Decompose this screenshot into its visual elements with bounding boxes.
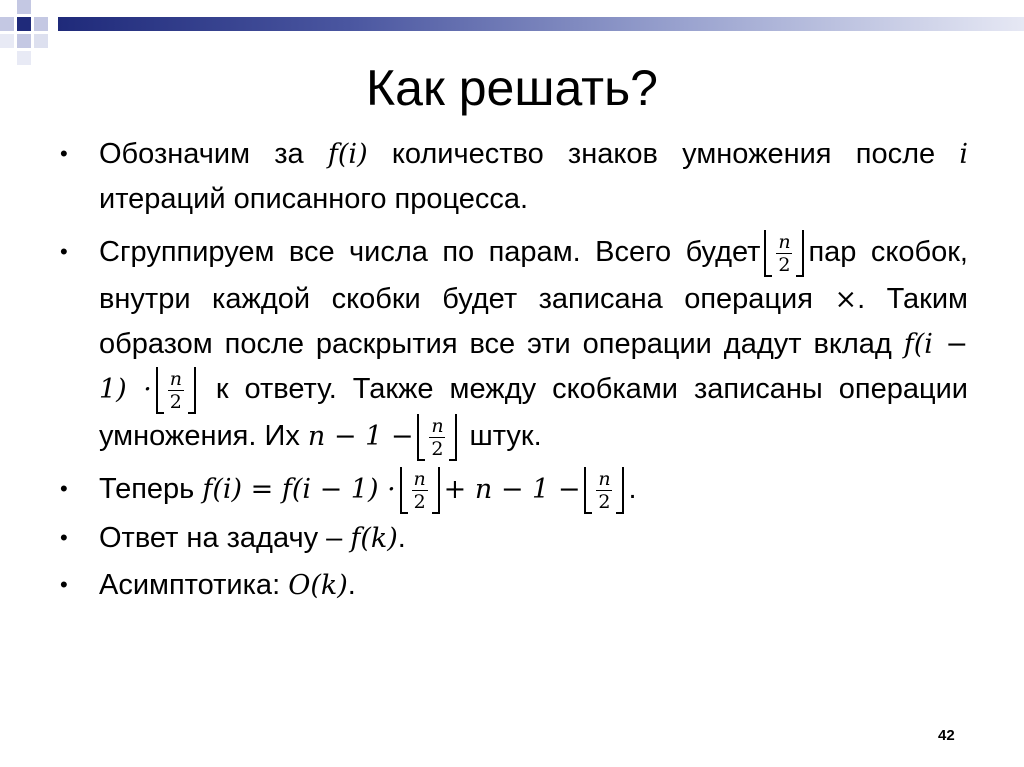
bullet-marker: • <box>60 476 68 501</box>
item-text: . Таким образом после раскрытия все эти операции дадут вклад <box>99 283 968 360</box>
math-expression: 𝑖 <box>959 139 968 170</box>
math-expression: 𝑓(𝑖) = 𝑓(𝑖 − 1) · <box>202 474 396 506</box>
item-text: штук. <box>469 420 542 453</box>
item-text: Обозначим за <box>99 138 304 170</box>
math-expression: 𝑛 − 1 − <box>307 421 414 453</box>
times-symbol: × <box>834 284 858 315</box>
floor-fraction <box>400 467 440 514</box>
bullet-item <box>56 230 968 461</box>
bullet-item <box>56 132 968 221</box>
floor-fraction <box>764 230 804 277</box>
item-text: . <box>347 569 356 601</box>
fraction-numerator: 𝑛 <box>778 231 791 253</box>
decor-square <box>34 17 48 31</box>
bullet-item <box>56 516 968 561</box>
slide-title: Как решать? <box>366 60 658 116</box>
item-text: . <box>397 522 406 554</box>
bullet-marker: • <box>60 525 68 550</box>
item-text: итераций описанного процесса. <box>99 183 529 215</box>
decor-square <box>0 34 14 48</box>
bullet-list <box>56 132 968 608</box>
math-expression: 𝑓(𝑘) <box>350 523 398 554</box>
decor-square <box>0 17 14 31</box>
fraction-denominator: 2 <box>778 254 791 276</box>
bullet-item <box>56 467 968 514</box>
bullet-item <box>56 563 968 608</box>
fraction-denominator: 2 <box>169 391 182 413</box>
decor-square <box>17 17 31 31</box>
item-text: к ответу. Также между скобками записаны операции умножения. Их <box>99 373 968 453</box>
math-expression: 𝑂(𝑘) <box>288 570 348 601</box>
decor-square <box>17 34 31 48</box>
title-bar-gradient <box>58 17 1024 31</box>
math-expression: 𝑓(𝑖 − 1) · <box>99 329 968 406</box>
bullet-marker: • <box>60 239 68 264</box>
fraction-denominator: 2 <box>413 491 426 513</box>
item-text: Сгруппируем все числа по парам. Всего будет <box>99 236 761 269</box>
floor-fraction <box>156 367 196 414</box>
fraction-numerator: 𝑛 <box>431 415 444 437</box>
fraction-numerator: 𝑛 <box>598 468 611 490</box>
item-text: пар скобок, внутри каждой скобки будет записана операция <box>99 236 968 315</box>
item-text: количество знаков умножения после <box>391 138 936 170</box>
fraction-denominator: 2 <box>431 438 444 460</box>
bullet-marker: • <box>60 572 68 597</box>
bullet-marker: • <box>60 141 68 166</box>
math-expression: 𝑓(𝑖) <box>327 139 368 170</box>
item-text: Ответ на задачу – <box>99 522 343 554</box>
floor-fraction <box>584 467 624 514</box>
math-expression: + 𝑛 − 1 − <box>443 474 581 506</box>
fraction-numerator: 𝑛 <box>413 468 426 490</box>
decor-square <box>17 0 31 14</box>
item-text: . <box>628 473 637 506</box>
floor-fraction <box>417 414 457 461</box>
fraction-numerator: 𝑛 <box>169 368 182 390</box>
decor-square <box>34 34 48 48</box>
fraction-denominator: 2 <box>598 491 611 513</box>
item-text: Теперь <box>99 473 195 506</box>
page-number: 42 <box>938 727 955 744</box>
item-text: Асимптотика: <box>99 569 281 601</box>
